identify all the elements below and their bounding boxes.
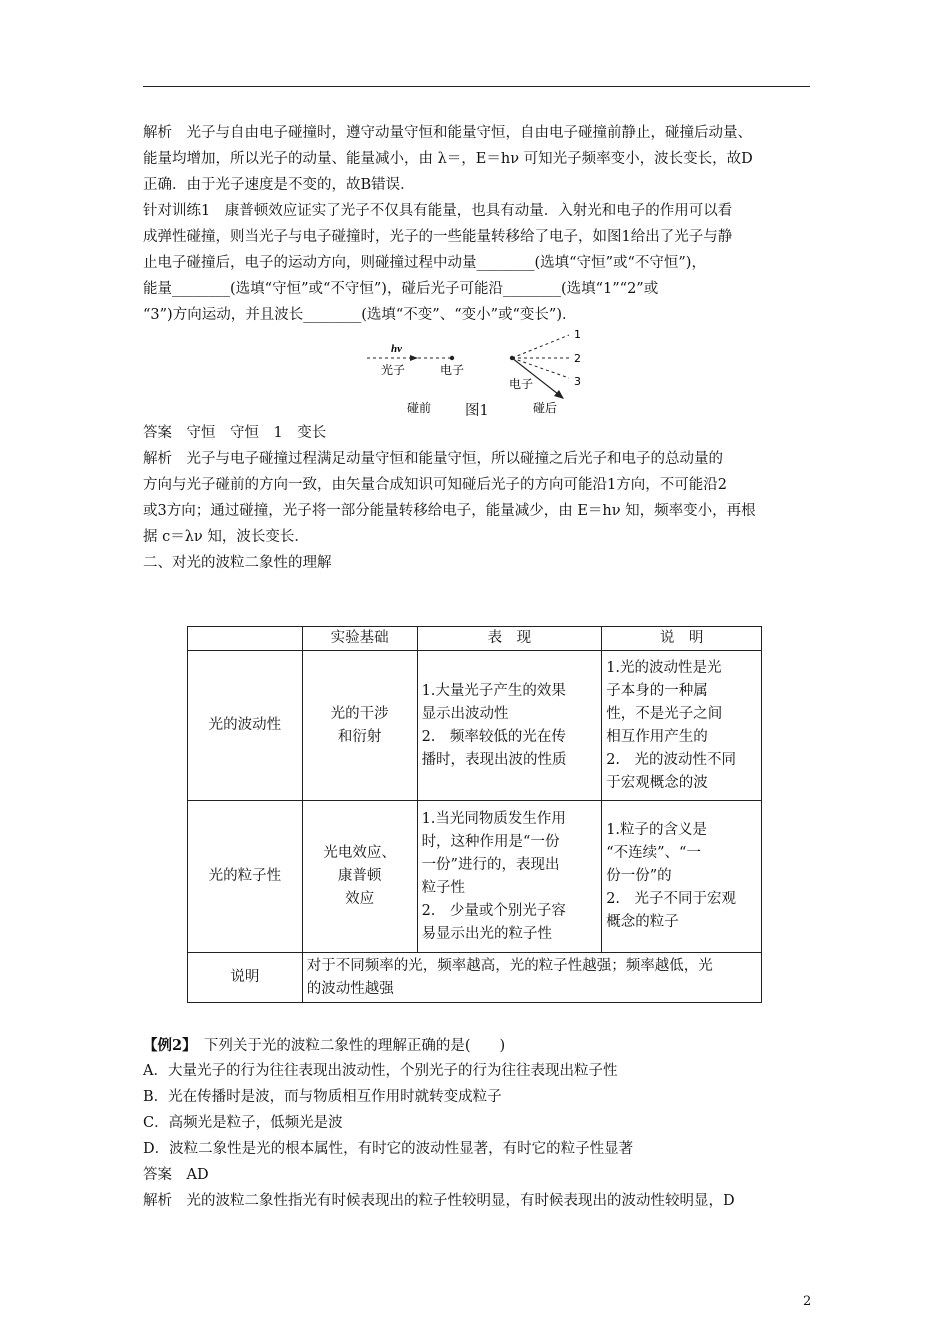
cell-line: 易显示出光的粒子性: [421, 925, 553, 942]
row-label: 光的粒子性: [188, 801, 303, 953]
performance-cell: [417, 651, 602, 801]
option-c: C．高频光是粒子，低频光是波: [143, 1115, 343, 1131]
paragraph-line: 能量均增加，所以光子的动量、能量减小，由 λ＝，E＝hν 可知光子频率变小，波长变长，故D: [143, 151, 753, 167]
analysis-line: 解析 光子与电子碰撞过程满足动量守恒和能量守恒，所以碰撞之后光子和电子的总动量的: [143, 451, 723, 467]
before-label: 碰前: [407, 401, 432, 415]
cell-line: 1.光的波动性是光: [606, 659, 722, 676]
direction-3-label: 3: [574, 375, 581, 388]
cell-line: 1.大量光子产生的效果: [421, 682, 566, 699]
example-tag: 【例2】: [143, 1037, 190, 1054]
answer-line: 答案 守恒 守恒 1 变长: [143, 425, 327, 441]
page-number: 2: [803, 1294, 812, 1309]
example-title-line: [143, 1036, 505, 1056]
cell-line: 于宏观概念的波: [606, 774, 708, 791]
cell-line: 2. 光的波动性不同: [606, 751, 737, 768]
photon-label: 光子: [381, 363, 406, 377]
direction-3-path: [512, 358, 569, 378]
hv-label: hν: [391, 343, 402, 355]
footer-label: 说明: [188, 953, 303, 1003]
table-row: [188, 801, 762, 953]
cell-line: 1.当光同物质发生作用: [421, 810, 566, 827]
wave-particle-table: [187, 626, 762, 1003]
analysis-line: 方向与光子碰前的方向一致，由矢量合成知识可知碰后光子的方向可能沿1方向，不可能沿2: [143, 477, 727, 493]
cell-line: 播时，表现出波的性质: [421, 751, 567, 768]
cell-line: 相互作用产生的: [606, 728, 708, 745]
cell-line: 光的干涉: [330, 705, 389, 722]
option-b: B．光在传播时是波，而与物质相互作用时就转变成粒子: [143, 1089, 502, 1105]
cell-line: 显示出波动性: [421, 705, 509, 722]
training-line: “3”)方向运动，并且波长________(选填“不变”、“变小”或“变长”)．: [143, 307, 577, 323]
analysis-line: 据 c＝λν 知，波长变长．: [143, 529, 309, 545]
cell-line: 对于不同频率的光，频率越高，光的粒子性越强；频率越低，光: [306, 957, 713, 974]
cell-line: 一份”进行的，表现出: [421, 856, 560, 873]
training-line: 针对训练1 康普顿效应证实了光子不仅具有能量，也具有动量．入射光和电子的作用可以看: [143, 203, 733, 219]
cell-line: “不连续”、“一: [606, 845, 701, 861]
electron-dot-before: [450, 356, 454, 360]
table-header-cell: [188, 627, 303, 651]
direction-2-label: 2: [574, 352, 581, 365]
figure-caption: 图1: [465, 403, 489, 419]
photon-arrowhead: [410, 355, 418, 361]
cell-line: 2. 少量或个别光子容: [421, 902, 566, 919]
cell-line: 性，不是光子之间: [606, 705, 723, 722]
electron-label-before: 电子: [440, 363, 465, 377]
cell-line: 和衍射: [337, 728, 382, 745]
table-header-cell: 实验基础: [302, 627, 417, 651]
cell-line: 光电效应、: [323, 845, 396, 861]
table-row: [188, 651, 762, 801]
cell-line: 2. 频率较低的光在传: [421, 728, 566, 745]
footer-text-cell: [302, 953, 761, 1003]
cell-line: 时，这种作用是“一份: [421, 833, 560, 850]
electron-label-after: 电子: [509, 377, 534, 391]
training-line: 成弹性碰撞，则当光子与电子碰撞时，光子的一些能量转移给了电子，如图1给出了光子与静: [143, 229, 733, 245]
after-label: 碰后: [533, 401, 558, 415]
basis-cell: [302, 801, 417, 953]
table-header-row: [188, 627, 762, 651]
performance-cell: [417, 801, 602, 953]
table-header-cell: 表 现: [417, 627, 602, 651]
basis-cell: [302, 651, 417, 801]
header-rule: [143, 86, 810, 87]
cell-line: 子本身的一种属: [606, 682, 708, 699]
training-line: 能量________(选填“守恒”或“不守恒”)，碰后光子可能沿________(选填“1”“2”或: [143, 281, 659, 297]
paragraph-line: 解析 光子与自由电子碰撞时，遵守动量守恒和能量守恒，自由电子碰撞前静止，碰撞后动量、: [143, 125, 752, 141]
option-a: A．大量光子的行为往往表现出波动性，个别光子的行为往往表现出粒子性: [143, 1063, 618, 1079]
cell-line: 康普顿: [337, 868, 382, 884]
direction-1-label: 1: [574, 328, 581, 341]
cell-line: 2. 光子不同于宏观: [606, 891, 737, 907]
table-footer-row: [188, 953, 762, 1003]
analysis-line: 解析 光的波粒二象性指光有时候表现出的粒子性较明显，有时候表现出的波动性较明显，D: [143, 1193, 735, 1209]
cell-line: 效应: [345, 891, 375, 907]
cell-line: 1.粒子的含义是: [606, 822, 708, 838]
cell-line: 概念的粒子: [606, 914, 679, 930]
direction-1-path: [512, 335, 569, 358]
example-question: 下列关于光的波粒二象性的理解正确的是( ): [189, 1038, 506, 1054]
table-header-cell: 说 明: [602, 627, 762, 651]
row-label: 光的波动性: [188, 651, 303, 801]
answer-line: 答案 AD: [143, 1167, 209, 1183]
note-cell: [602, 651, 762, 801]
section-title: 二、对光的波粒二象性的理解: [143, 555, 332, 571]
note-cell: [602, 801, 762, 953]
cell-line: 份一份”的: [606, 868, 672, 884]
option-d: D．波粒二象性是光的根本属性，有时它的波动性显著，有时它的粒子性显著: [143, 1141, 634, 1157]
cell-line: 的波动性越强: [306, 980, 394, 997]
paragraph-line: 正确．由于光子速度是不变的，故B错误．: [143, 177, 415, 193]
cell-line: 粒子性: [421, 879, 466, 896]
analysis-line: 或3方向；通过碰撞，光子将一部分能量转移给电子，能量减少，由 E＝hν 知，频率变小，再根: [143, 503, 756, 519]
training-line: 止电子碰撞后，电子的运动方向，则碰撞过程中动量________(选填“守恒”或“不守恒”)，: [143, 255, 706, 271]
